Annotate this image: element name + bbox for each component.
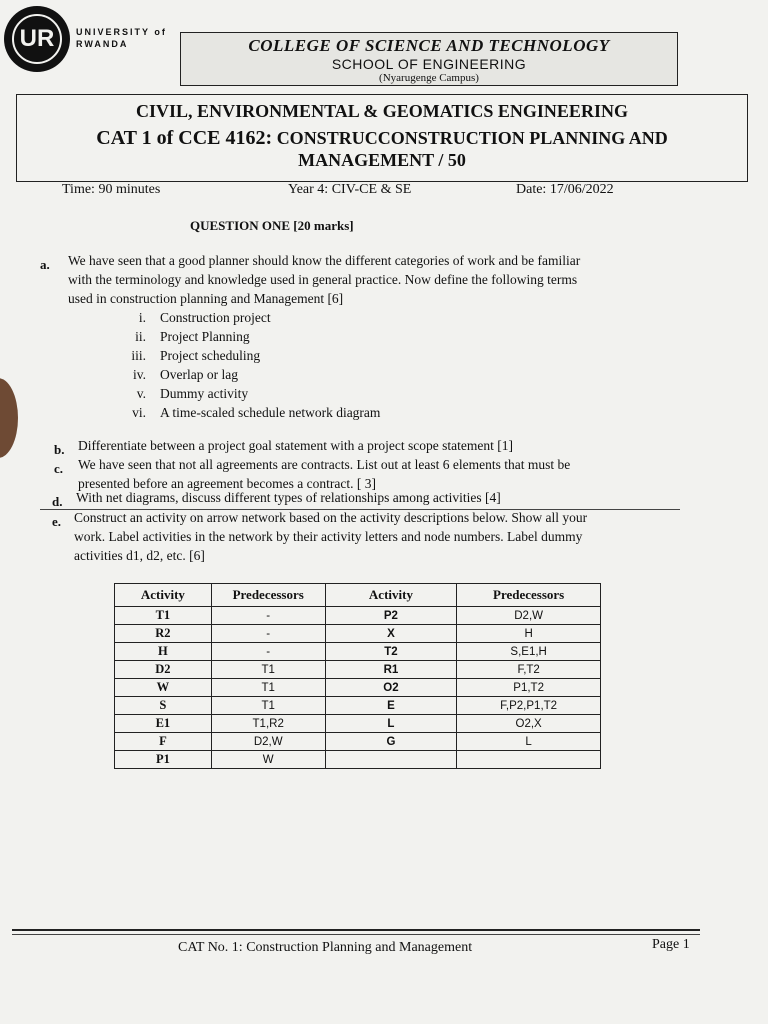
table-header-row: [115, 584, 601, 607]
item-e-line1: Construct an activity on arrow network based on the activity descriptions below. Show all your: [74, 510, 588, 525]
activity-table: [114, 583, 601, 769]
footer-rule: [12, 929, 700, 931]
item-a-text: [68, 251, 580, 308]
university-line1: UNIVERSITY of: [76, 27, 167, 37]
table-row: S T1 E F,P2,P1,T2: [115, 697, 601, 715]
table-row: E1 T1,R2 L O2,X: [115, 715, 601, 733]
table-row: T1 - P2 D2,W: [115, 607, 601, 625]
cat-prefix: CAT 1 of CCE 4162:: [96, 127, 273, 149]
term-item: iii. Project scheduling: [131, 348, 261, 363]
university-line2: RWANDA: [76, 39, 129, 49]
table-row: R2 - X H: [115, 625, 601, 643]
item-a-line2: with the terminology and knowledge used in general practice. Now define the following terms: [68, 272, 578, 287]
college-name: COLLEGE OF SCIENCE AND TECHNOLOGY: [248, 36, 610, 55]
item-e-label: e.: [52, 514, 62, 529]
cat-title-line2: MANAGEMENT / 50: [298, 150, 466, 170]
table-row: F D2,W G L: [115, 733, 601, 751]
item-b-label: b.: [54, 442, 65, 457]
page-number: Page 1: [652, 937, 690, 952]
item-e-text: [74, 508, 587, 565]
header-predecessors: Predecessors: [211, 584, 325, 607]
university-name: [76, 26, 167, 50]
header-activity: Activity: [325, 584, 457, 607]
term-item: ii. Project Planning: [135, 329, 250, 344]
exam-time: Time: 90 minutes: [62, 182, 161, 197]
item-b-text: Differentiate between a project goal statement with a project scope statement [1]: [78, 438, 513, 453]
university-logo: [4, 6, 70, 72]
item-a-line1: We have seen that a good planner should know the different categories of work and be familiar: [68, 253, 581, 268]
footer-text: CAT No. 1: Construction Planning and Management: [178, 940, 473, 955]
item-e-line2: work. Label activities in the network by their activity letters and node numbers. Label dummy: [74, 529, 583, 544]
department-title: CIVIL, ENVIRONMENTAL & GEOMATICS ENGINEERING: [136, 101, 628, 121]
exam-year: Year 4: CIV-CE & SE: [288, 182, 412, 197]
cat-title-line1: CONSTRUCCONSTRUCTION PLANNING AND: [276, 128, 668, 148]
header-activity: Activity: [115, 584, 212, 607]
item-c-line2: presented before an agreement becomes a contract. [ 3]: [78, 476, 376, 491]
logo-mark: UR: [12, 14, 62, 64]
item-a-line3: used in construction planning and Management [6]: [68, 291, 344, 306]
school-name: SCHOOL OF ENGINEERING: [331, 56, 527, 72]
item-c-label: c.: [54, 461, 64, 476]
finger-shadow: [0, 378, 18, 458]
item-d-label: d.: [52, 494, 63, 509]
term-item: iv. Overlap or lag: [133, 367, 238, 382]
term-item: i. Construction project: [138, 310, 271, 325]
item-d-text: With net diagrams, discuss different types of relationships among activities [4]: [76, 490, 501, 505]
exam-title-box: [16, 94, 748, 182]
term-item: vi. A time-scaled schedule network diagram: [132, 405, 381, 420]
campus-name: (Nyarugenge Campus): [379, 72, 479, 84]
cat-title: [17, 127, 747, 171]
table-row: W T1 O2 P1,T2: [115, 679, 601, 697]
table-row: D2 T1 R1 F,T2: [115, 661, 601, 679]
question-heading: QUESTION ONE [20 marks]: [190, 218, 354, 233]
item-c-line1: We have seen that not all agreements are contracts. List out at least 6 elements that must be: [78, 457, 571, 472]
table-row: P1 W: [115, 751, 601, 769]
terms-list: [110, 308, 380, 422]
item-e-line3: activities d1, d2, etc. [6]: [74, 548, 205, 563]
exam-date: Date: 17/06/2022: [516, 182, 614, 197]
table-row: H - T2 S,E1,H: [115, 643, 601, 661]
college-banner: [180, 32, 678, 86]
footer-rule-thin: [12, 934, 700, 935]
item-a-label: a.: [40, 257, 50, 272]
term-item: v. Dummy activity: [136, 386, 249, 401]
header-predecessors: Predecessors: [457, 584, 601, 607]
